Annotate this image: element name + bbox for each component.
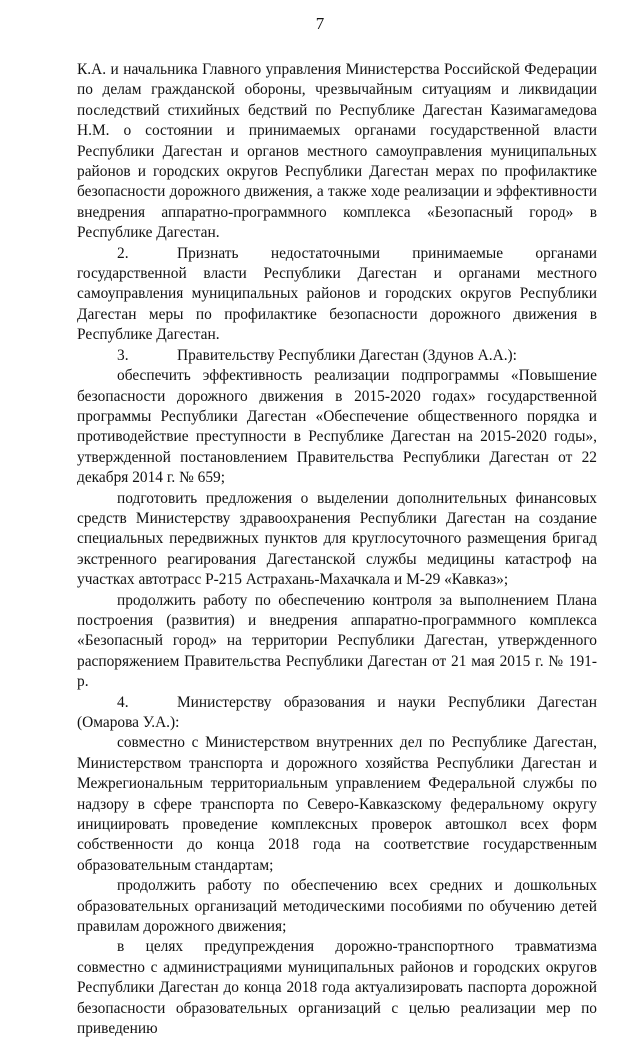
paragraph: обеспечить эффективность реализации подпрограммы «Повышение безопасности дорожного движения в 2015-2020 годах» государственной программы Республики Дагестан «Обеспечение общественного порядка и противодействие преступности в Республике Дагестан на 2015-2020 годы», утвержденной постановлением Правительства Республики Дагестан от 22 декабря 2014 г. № 659; — [77, 367, 597, 487]
paragraph-text: Правительству Республики Дагестан (Здунов А.А.): — [177, 346, 517, 364]
page-number: 7 — [315, 14, 325, 33]
paragraph-item-4 — [77, 693, 597, 734]
paragraph: в целях предупреждения дорожно-транспортного травматизма совместно с администрациями муниципальных районов и городских округов Республики Дагестан до конца 2018 года актуализировать паспорта дорожной безопасности образовательных организаций с целью реализации мер по приведению — [77, 938, 597, 1038]
item-number: 3. — [117, 346, 129, 364]
item-number: 2. — [117, 244, 129, 262]
paragraph: совместно с Министерством внутренних дел по Республике Дагестан, Министерством транспорта и дорожного хозяйства Республики Дагестан и Межрегиональным территориальным управлением Федеральной службы по надзору в сфере транспорта по Северо-Кавказскому федеральному округу инициировать проведение комплексных проверок автошкол всех форм собственности до конца 2018 года на соответствие государственным образовательным стандартам; — [77, 734, 597, 874]
paragraph-text: Министерству образования и науки Республики Дагестан (Омарова У.А.): — [77, 693, 597, 731]
paragraph-item-2 — [77, 244, 597, 346]
paragraph-continuation: К.А. и начальника Главного управления Министерства Российской Федерации по делам гражданской обороны, чрезвычайным ситуациям и ликвидации последствий стихийных бедствий по Республике Дагестан Казимагамедова Н.М. о состоянии и принимаемых органами государственной власти Республики Дагестан и органов местного самоуправления муниципальных районов и городских округов Республики Дагестан мерах по профилактике безопасности дорожного движения, а также ходе реализации и эффективности внедрения аппаратно-программного комплекса «Безопасный город» в Республике Дагестан. — [77, 61, 597, 242]
paragraph-item-3 — [77, 346, 597, 366]
item-number: 4. — [117, 693, 129, 711]
paragraph-text: Признать недостаточными принимаемые органами государственной власти Республики Дагестан и органами местного самоуправления муниципальных районов и городских округов Республики Дагестан меры по профилактике безопасности дорожного движения в Республике Дагестан. — [77, 244, 597, 344]
paragraph: продолжить работу по обеспечению контроля за выполнением Плана построения (развития) и внедрения аппаратно-программного комплекса «Безопасный город» на территории Республики Дагестан, утвержденного распоряжением Правительства Республики Дагестан от 21 мая 2015 г. № 191-р. — [77, 591, 597, 691]
paragraph: подготовить предложения о выделении дополнительных финансовых средств Министерству здравоохранения Республики Дагестан на создание специальных передвижных пунктов для круглосуточного размещения бригад экстренного реагирования Дагестанской службы медицины катастроф на участках автотрасс Р-215 Астрахань-Махачкала и М-29 «Кавказ»; — [77, 489, 597, 589]
document-body — [77, 60, 597, 1040]
paragraph: продолжить работу по обеспечению всех средних и дошкольных образовательных организаций методическими пособиями по обучению детей правилам дорожного движения; — [77, 877, 597, 936]
